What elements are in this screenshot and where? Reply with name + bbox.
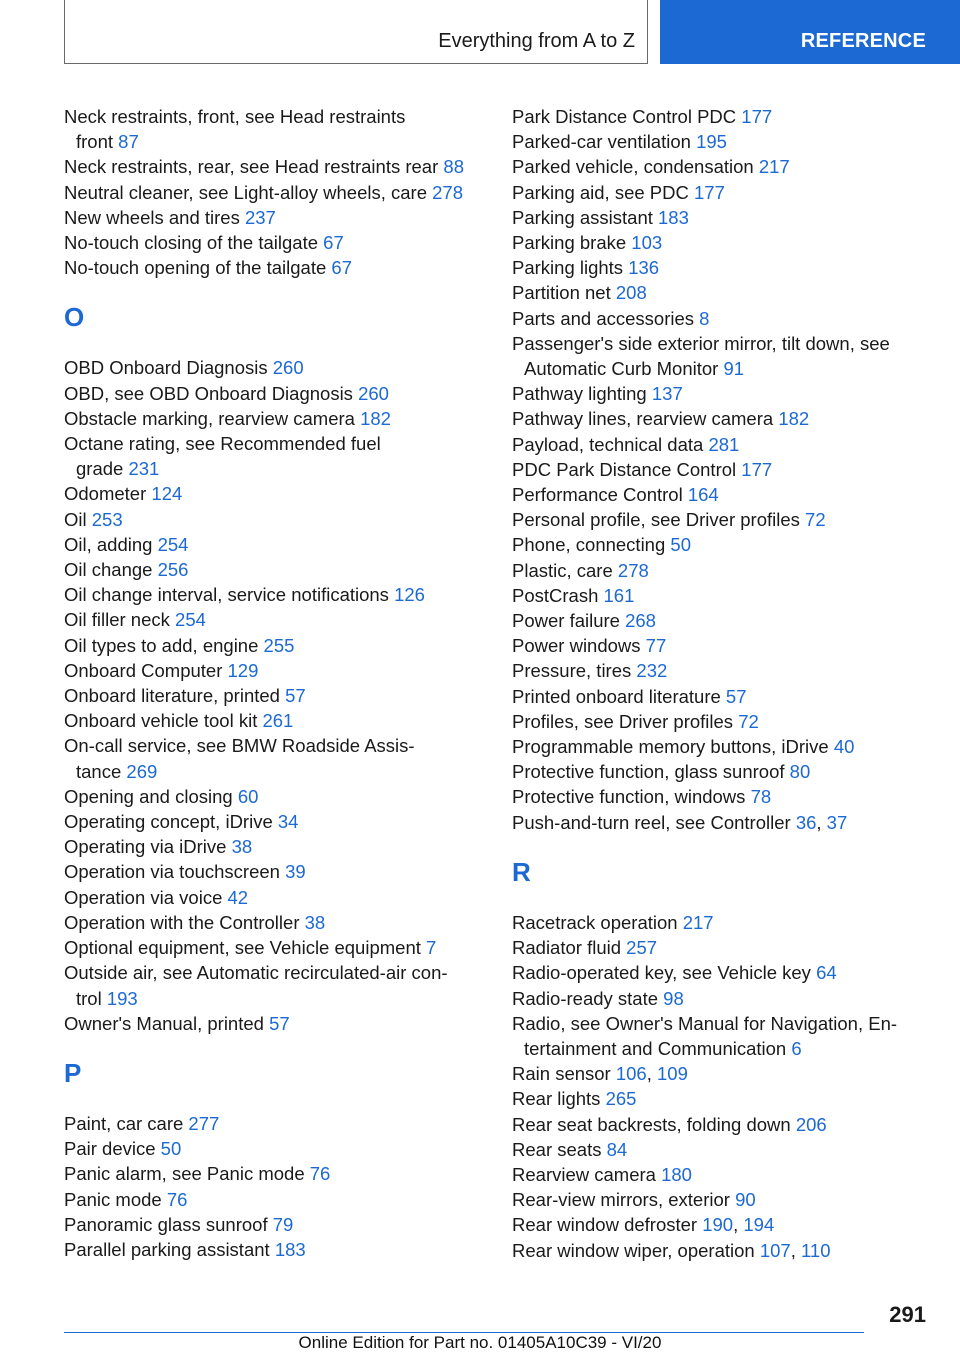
index-entry bbox=[64, 683, 504, 708]
index-entry bbox=[512, 658, 952, 683]
index-entry-text: Pressure, tires bbox=[512, 660, 632, 682]
index-entry-text: Owner's Manual, printed bbox=[64, 1012, 264, 1034]
index-entry-text: front bbox=[76, 131, 114, 153]
index-entry bbox=[512, 935, 952, 960]
index-entry bbox=[512, 381, 952, 406]
index-entry bbox=[512, 1011, 952, 1061]
index-entry: Rear window defroster 190, 194 bbox=[512, 1214, 775, 1236]
index-entry bbox=[64, 910, 504, 935]
index-entry-text: Parallel parking assistant bbox=[64, 1238, 270, 1260]
index-entry-text: On-call service, see BMW Roadside Assis- bbox=[64, 735, 415, 757]
index-entry-text: Optional equipment, see Vehicle equipment bbox=[64, 937, 421, 959]
index-entry bbox=[64, 960, 504, 1010]
index-entry-text: grade bbox=[76, 458, 124, 480]
index-entry: Rain sensor 106, 109 bbox=[512, 1063, 688, 1085]
index-entry bbox=[512, 104, 952, 129]
page-reference-link[interactable]: 183 bbox=[658, 206, 689, 228]
index-entry bbox=[64, 1011, 504, 1036]
page-reference-link[interactable]: 50 bbox=[670, 534, 691, 556]
index-entry-text: Parking lights bbox=[512, 257, 624, 279]
index-entry-text: Operating via iDrive bbox=[64, 836, 227, 858]
page-reference-link[interactable]: 195 bbox=[696, 131, 727, 153]
index-entry bbox=[512, 482, 952, 507]
index-entry-text: Profiles, see Driver profiles bbox=[512, 710, 734, 732]
index-entry-text: Oil bbox=[64, 508, 87, 530]
index-entry-text: Neck restraints, rear, see Head restraints rear bbox=[64, 156, 439, 178]
index-entry-text: Push-and-turn reel, see Controller bbox=[512, 811, 791, 833]
index-entry-text: Rear seats bbox=[512, 1138, 602, 1160]
index-entry bbox=[512, 960, 952, 985]
page-reference-link[interactable]: 36 bbox=[795, 811, 817, 833]
index-entry-text: Outside air, see Automatic recirculated-air con- bbox=[64, 962, 448, 984]
page-reference-link[interactable]: 177 bbox=[741, 458, 773, 480]
header-section-box bbox=[64, 0, 648, 64]
page-reference-link[interactable]: 7 bbox=[426, 937, 437, 959]
page-reference-link[interactable]: 268 bbox=[625, 610, 656, 632]
index-entry-text: Octane rating, see Recommended fuel bbox=[64, 433, 381, 455]
page-reference-link[interactable]: 183 bbox=[274, 1238, 306, 1260]
page-reference-link[interactable]: 206 bbox=[795, 1113, 827, 1135]
page-reference-link[interactable]: 57 bbox=[269, 1012, 290, 1034]
page-reference-link[interactable]: 103 bbox=[631, 232, 663, 254]
index-entry bbox=[512, 306, 952, 331]
index-entry-text: Parts and accessories bbox=[512, 307, 695, 329]
page-reference-link[interactable]: 38 bbox=[304, 911, 326, 933]
index-entry-text: Radio, see Owner's Manual for Navigation, En- bbox=[512, 1012, 898, 1034]
index-entry bbox=[512, 532, 952, 557]
index-entry bbox=[512, 784, 952, 809]
index-entry-text: No-touch opening of the tailgate bbox=[64, 257, 327, 279]
index-entry bbox=[64, 230, 504, 255]
index-entry-text: Paint, car care bbox=[64, 1112, 184, 1134]
index-letter-heading: P bbox=[64, 1057, 82, 1088]
page-reference-link[interactable]: 137 bbox=[651, 383, 683, 405]
index-entry bbox=[512, 910, 952, 935]
index-entry bbox=[512, 457, 952, 482]
index-entry-text: Pair device bbox=[64, 1138, 156, 1160]
page-reference-link[interactable]: 84 bbox=[606, 1138, 628, 1160]
page-reference-link[interactable]: 8 bbox=[699, 307, 710, 329]
page-reference-link[interactable]: 107 bbox=[759, 1239, 791, 1261]
index-entry bbox=[512, 608, 952, 633]
index-entry bbox=[64, 431, 504, 481]
index-entry bbox=[64, 1111, 504, 1136]
page-reference-link[interactable]: 260 bbox=[272, 357, 304, 379]
page-reference-link[interactable]: 72 bbox=[738, 710, 759, 732]
index-entry bbox=[512, 154, 952, 179]
page-reference-link[interactable]: 256 bbox=[157, 559, 189, 581]
page-reference-link[interactable]: 39 bbox=[285, 861, 306, 883]
page-reference-link[interactable]: 124 bbox=[151, 483, 183, 505]
index-entry-text: Rear seat backrests, folding down bbox=[512, 1113, 791, 1135]
index-column-right bbox=[512, 104, 952, 1263]
page-reference-link[interactable]: 237 bbox=[244, 206, 276, 228]
page-reference-link[interactable]: 77 bbox=[645, 635, 667, 657]
index-entry bbox=[64, 355, 504, 380]
index-entry-text: Panic alarm, see Panic mode bbox=[64, 1163, 305, 1185]
index-entry-text: Oil filler neck bbox=[64, 609, 170, 631]
index-entry bbox=[512, 709, 952, 734]
page-reference-link[interactable]: 42 bbox=[227, 886, 249, 908]
index-entry-text: Odometer bbox=[64, 483, 147, 505]
page-reference-link[interactable]: 231 bbox=[128, 458, 160, 480]
index-entry-text: Radio-ready state bbox=[512, 987, 659, 1009]
index-entry-text: Parking brake bbox=[512, 232, 627, 254]
page-reference-link[interactable]: 76 bbox=[309, 1163, 331, 1185]
index-entry-text: Operating concept, iDrive bbox=[64, 811, 273, 833]
index-entry-text: Rear window wiper, operation bbox=[512, 1239, 755, 1261]
page-reference-link[interactable]: 208 bbox=[615, 282, 647, 304]
index-entry bbox=[64, 481, 504, 506]
index-entry bbox=[64, 381, 504, 406]
index-entry bbox=[64, 180, 504, 205]
index-entry bbox=[64, 935, 504, 960]
page-reference-link[interactable]: 177 bbox=[741, 106, 773, 127]
page-reference-link[interactable]: 254 bbox=[157, 533, 189, 555]
index-entry bbox=[512, 1137, 952, 1162]
page-reference-link[interactable]: 129 bbox=[227, 659, 259, 681]
index-entry-text: Parked vehicle, condensation bbox=[512, 156, 754, 178]
index-entry-text: Rain sensor bbox=[512, 1063, 611, 1085]
index-entry bbox=[512, 558, 952, 583]
index-entry bbox=[64, 255, 504, 280]
page-reference-link[interactable]: 164 bbox=[687, 484, 719, 506]
index-entry-text: Parking assistant bbox=[512, 206, 653, 228]
index-entry-text: Plastic, care bbox=[512, 559, 613, 581]
index-entry-text: Pathway lines, rearview camera bbox=[512, 408, 774, 430]
page-reference-link[interactable]: 106 bbox=[615, 1063, 647, 1085]
index-entry-text: Printed onboard literature bbox=[512, 685, 721, 707]
index-entry-text: Opening and closing bbox=[64, 785, 233, 807]
index-entry bbox=[64, 582, 504, 607]
section-title: Everything from A to Z bbox=[438, 30, 635, 52]
index-entry-text: Protective function, windows bbox=[512, 786, 746, 808]
page-reference-link[interactable]: 277 bbox=[188, 1112, 220, 1134]
index-entry-text: Power windows bbox=[512, 635, 641, 657]
page-reference-link[interactable]: 269 bbox=[126, 760, 158, 782]
index-entry-text: Panoramic glass sunroof bbox=[64, 1213, 268, 1235]
index-entry-text: OBD Onboard Diagnosis bbox=[64, 357, 268, 379]
reference-tab[interactable] bbox=[660, 0, 960, 64]
page-reference-link[interactable]: 217 bbox=[682, 911, 714, 933]
index-entry-text: Operation via voice bbox=[64, 886, 223, 908]
index-entry-text: Neutral cleaner, see Light-alloy wheels, care bbox=[64, 181, 427, 203]
index-entry-text: PDC Park Distance Control bbox=[512, 458, 737, 480]
page-reference-link[interactable]: 265 bbox=[605, 1088, 637, 1110]
page-reference-link[interactable]: 255 bbox=[263, 634, 295, 656]
index-entry-text: trol bbox=[76, 987, 102, 1009]
page-reference-link[interactable]: 98 bbox=[663, 987, 684, 1009]
page-reference-link[interactable]: 182 bbox=[360, 407, 391, 429]
index-entry bbox=[512, 180, 952, 205]
index-entry-text: Onboard literature, printed bbox=[64, 685, 280, 707]
index-entry bbox=[64, 1212, 504, 1237]
page-reference-link[interactable]: 60 bbox=[237, 785, 259, 807]
page-reference-link[interactable]: 90 bbox=[735, 1189, 756, 1211]
page-number: 291 bbox=[889, 1302, 926, 1327]
page-reference-link[interactable]: 232 bbox=[636, 660, 668, 682]
index-entry bbox=[64, 104, 504, 154]
page-reference-link[interactable]: 57 bbox=[285, 685, 306, 707]
index-entry-text: Rear window defroster bbox=[512, 1214, 698, 1236]
page-reference-link[interactable]: 281 bbox=[708, 433, 740, 455]
index-entry-text: Parking aid, see PDC bbox=[512, 181, 689, 203]
index-entry bbox=[512, 331, 952, 381]
index-entry-text: PostCrash bbox=[512, 584, 599, 606]
index-entry bbox=[64, 733, 504, 783]
index-entry: Rear window wiper, operation 107, 110 bbox=[512, 1239, 831, 1261]
page-reference-link[interactable]: 88 bbox=[443, 156, 464, 178]
index-entry bbox=[64, 607, 504, 632]
index-entry bbox=[64, 154, 504, 179]
index-entry bbox=[512, 1162, 952, 1187]
index-entry-text: Partition net bbox=[512, 282, 611, 304]
index-entry-text: Rear-view mirrors, exterior bbox=[512, 1189, 730, 1211]
index-entry bbox=[512, 633, 952, 658]
index-entry-text: Protective function, glass sunroof bbox=[512, 761, 785, 783]
index-entry-text: Obstacle marking, rearview camera bbox=[64, 407, 355, 429]
index-entry bbox=[512, 230, 952, 255]
page-reference-link[interactable]: 278 bbox=[617, 559, 649, 581]
index-entry bbox=[64, 784, 504, 809]
page-reference-link[interactable]: 110 bbox=[800, 1239, 831, 1261]
index-entry bbox=[512, 986, 952, 1011]
index-entry-text: tertainment and Communication bbox=[524, 1037, 787, 1059]
index-entry-text: Power failure bbox=[512, 610, 620, 632]
index-entry bbox=[512, 406, 952, 431]
index-column-left bbox=[64, 104, 504, 1262]
page-reference-link[interactable]: 180 bbox=[661, 1163, 692, 1185]
index-entry: Push-and-turn reel, see Controller 36, 37 bbox=[512, 811, 848, 833]
index-entry bbox=[64, 1136, 504, 1161]
page-reference-link[interactable]: 80 bbox=[789, 761, 811, 783]
index-entry-text: Rear lights bbox=[512, 1088, 601, 1110]
index-entry bbox=[512, 205, 952, 230]
index-entry-text: tance bbox=[76, 760, 122, 782]
index-entry-text: Rearview camera bbox=[512, 1163, 656, 1185]
index-entry-text: Panic mode bbox=[64, 1188, 162, 1210]
index-entry bbox=[64, 885, 504, 910]
index-entry bbox=[64, 708, 504, 733]
page-reference-link[interactable]: 76 bbox=[166, 1188, 188, 1210]
page-reference-link[interactable]: 182 bbox=[778, 408, 810, 430]
index-entry-text: Programmable memory buttons, iDrive bbox=[512, 736, 829, 758]
index-entry-text: Automatic Curb Monitor bbox=[524, 358, 719, 380]
page-reference-link[interactable]: 38 bbox=[231, 836, 253, 858]
page-reference-link[interactable]: 190 bbox=[702, 1214, 734, 1236]
page-reference-link[interactable]: 257 bbox=[626, 937, 658, 959]
index-entry-text: Park Distance Control PDC bbox=[512, 106, 737, 127]
page-reference-link[interactable]: 161 bbox=[603, 584, 635, 606]
index-entry bbox=[64, 633, 504, 658]
page-reference-link[interactable]: 254 bbox=[175, 609, 206, 631]
index-entry bbox=[64, 532, 504, 557]
index-entry bbox=[512, 583, 952, 608]
index-entry bbox=[512, 734, 952, 759]
index-entry bbox=[512, 280, 952, 305]
index-entry bbox=[64, 834, 504, 859]
index-entry-text: Onboard Computer bbox=[64, 659, 223, 681]
index-entry bbox=[64, 859, 504, 884]
page-reference-link[interactable]: 136 bbox=[628, 257, 660, 279]
page-reference-link[interactable]: 109 bbox=[657, 1063, 688, 1085]
index-entry bbox=[64, 658, 504, 683]
index-entry bbox=[512, 507, 952, 532]
index-entry bbox=[512, 1187, 952, 1212]
page-reference-link[interactable]: 261 bbox=[262, 710, 294, 732]
index-entry-text: OBD, see OBD Onboard Diagnosis bbox=[64, 382, 353, 404]
index-entry bbox=[64, 205, 504, 230]
index-entry-text: Oil, adding bbox=[64, 533, 153, 555]
index-entry bbox=[512, 129, 952, 154]
index-entry-text: Operation via touchscreen bbox=[64, 861, 280, 883]
index-entry-text: Pathway lighting bbox=[512, 383, 647, 405]
page-reference-link[interactable]: 64 bbox=[816, 962, 837, 984]
index-entry-text: Operation with the Controller bbox=[64, 911, 300, 933]
index-entry bbox=[512, 684, 952, 709]
index-entry bbox=[64, 809, 504, 834]
page-reference-link[interactable]: 87 bbox=[118, 131, 139, 153]
index-entry bbox=[64, 507, 504, 532]
footer-edition-text: Online Edition for Part no. 01405A10C39 - VI/20 bbox=[298, 1333, 662, 1352]
page-reference-link[interactable]: 72 bbox=[805, 509, 826, 531]
index-entry bbox=[512, 1112, 952, 1137]
page-reference-link[interactable]: 78 bbox=[750, 786, 772, 808]
index-entry-text: Oil types to add, engine bbox=[64, 634, 259, 656]
page-reference-link[interactable]: 50 bbox=[160, 1138, 182, 1160]
index-entry-text: Onboard vehicle tool kit bbox=[64, 710, 258, 732]
page-reference-link[interactable]: 57 bbox=[725, 685, 747, 707]
page-reference-link[interactable]: 37 bbox=[826, 811, 848, 833]
page-reference-link[interactable]: 278 bbox=[432, 181, 464, 203]
page-reference-link[interactable]: 91 bbox=[723, 358, 745, 380]
index-entry bbox=[64, 406, 504, 431]
index-entry-text: Radio-operated key, see Vehicle key bbox=[512, 962, 811, 984]
index-letter-heading: O bbox=[64, 302, 85, 333]
index-entry-text: Parked-car ventilation bbox=[512, 131, 691, 153]
index-entry-text: Oil change interval, service notifications bbox=[64, 584, 389, 606]
index-entry-text: Oil change bbox=[64, 559, 153, 581]
page-reference-link[interactable]: 193 bbox=[106, 987, 138, 1009]
index-entry-text: No-touch closing of the tailgate bbox=[64, 232, 319, 254]
index-entry-text: New wheels and tires bbox=[64, 206, 240, 228]
index-entry-text: Neck restraints, front, see Head restraints bbox=[64, 106, 406, 127]
index-letter-heading: R bbox=[512, 856, 531, 887]
index-entry bbox=[64, 1237, 504, 1262]
page-reference-link[interactable]: 217 bbox=[758, 156, 790, 178]
index-entry-text: Passenger's side exterior mirror, tilt down, see bbox=[512, 332, 890, 354]
index-entry-text: Personal profile, see Driver profiles bbox=[512, 509, 800, 531]
page-reference-link[interactable]: 40 bbox=[833, 736, 855, 758]
page-reference-link[interactable]: 194 bbox=[743, 1214, 775, 1236]
index-entry bbox=[512, 1086, 952, 1111]
page-reference-link[interactable]: 67 bbox=[331, 257, 352, 279]
page-reference-link[interactable]: 6 bbox=[791, 1037, 802, 1059]
index-entry-text: Performance Control bbox=[512, 484, 683, 506]
index-entry bbox=[64, 1187, 504, 1212]
index-entry bbox=[512, 255, 952, 280]
index-entry-text: Racetrack operation bbox=[512, 911, 678, 933]
page-reference-link[interactable]: 34 bbox=[277, 811, 299, 833]
page-reference-link[interactable]: 253 bbox=[91, 508, 123, 530]
index-entry bbox=[512, 759, 952, 784]
page-reference-link[interactable]: 260 bbox=[358, 382, 389, 404]
page-reference-link[interactable]: 126 bbox=[394, 584, 425, 606]
page-reference-link[interactable]: 67 bbox=[323, 232, 344, 254]
index-entry-text: Payload, technical data bbox=[512, 433, 704, 455]
index-entry-text: Phone, connecting bbox=[512, 534, 666, 556]
index-entry bbox=[512, 432, 952, 457]
index-entry-text: Radiator fluid bbox=[512, 937, 622, 959]
index-entry bbox=[64, 557, 504, 582]
index-entry bbox=[64, 1161, 504, 1186]
page-reference-link[interactable]: 79 bbox=[272, 1213, 294, 1235]
page-reference-link[interactable]: 177 bbox=[694, 181, 725, 203]
reference-tab-label: REFERENCE bbox=[800, 30, 926, 52]
